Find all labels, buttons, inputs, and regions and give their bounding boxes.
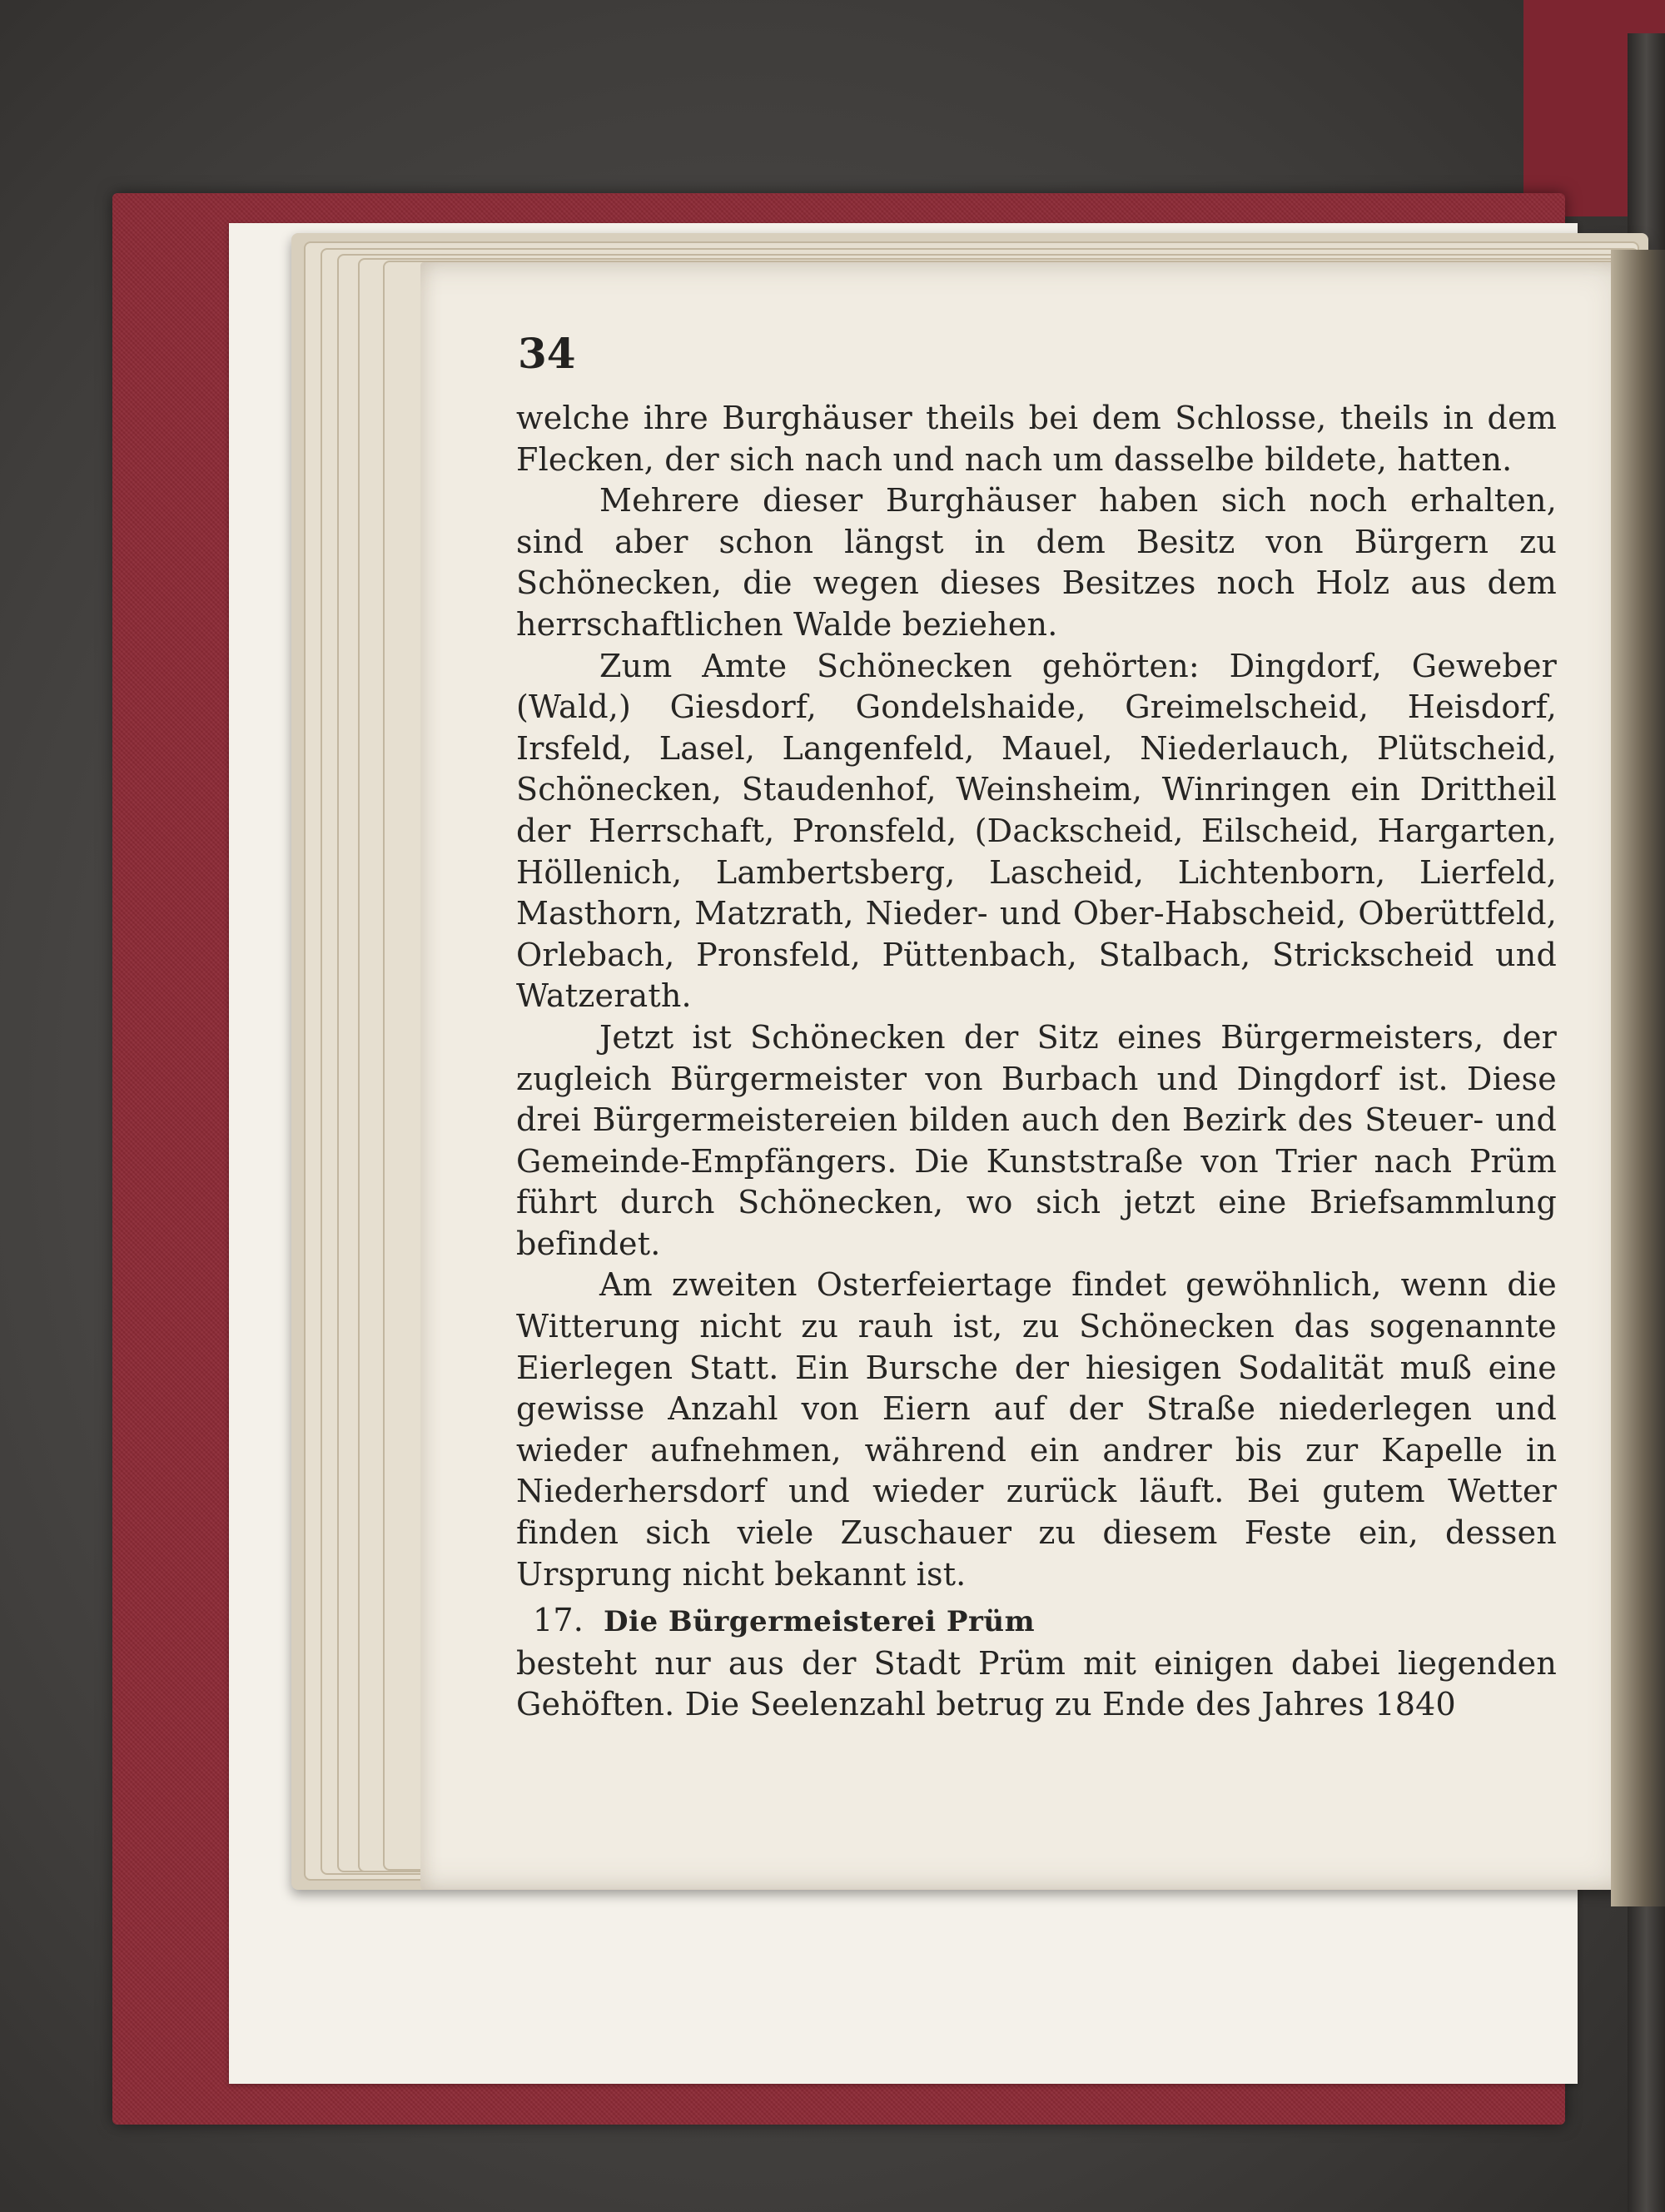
section-title: Die Bürgermeisterei Prüm [604, 1605, 1036, 1639]
page-text [516, 398, 1557, 1726]
section-heading [516, 1600, 1557, 1643]
paragraph: Mehrere dieser Burghäuser haben sich noch erhalten, sind aber schon längst in dem Besitz von Bürgern zu Schönecken, die wegen dieses Besitzes noch Holz aus dem herrschaftlichen Walde beziehen. [516, 482, 1557, 643]
paragraph: Zum Amte Schönecken gehörten: Dingdorf, Geweber (Wald,) Giesdorf, Gondelshaide, Greimelscheid, Heisdorf, Irsfeld, Lasel, Langenfeld, Mauel, Niederlauch, Plütscheid, Schönecken, Staudenhof, Weinsheim, Winringen ein Drittheil der Herrschaft, Pronsfeld, (Dackscheid, Eilscheid, Hargarten, Höllenich, Lambertsberg, Lascheid, Lichtenborn, Lierfeld, Masthorn, Matzrath, Nieder- und Ober-Habscheid, Oberüttfeld, Orlebach, Pronsfeld, Püttenbach, Stalbach, Strickscheid und Watzerath. [516, 647, 1557, 1015]
page-number: 34 [518, 329, 576, 378]
page-gutter [1611, 250, 1665, 1906]
paragraph: Am zweiten Osterfeiertage findet gewöhnlich, wenn die Witterung nicht zu rauh ist, zu Schönecken das sogenannte Eierlegen Statt. Ein Bursche der hiesigen Sodalität muß eine gewisse Anzahl von Eiern auf der Straße niederlegen und wieder aufnehmen, während ein andrer bis zur Kapelle in Niederhersdorf und wieder zurück läuft. Bei gutem Wetter finden sich viele Zuschauer zu diesem Feste ein, dessen Ursprung nicht bekannt ist. [516, 1266, 1557, 1593]
section-number: 17. [533, 1602, 584, 1639]
paragraph: Jetzt ist Schönecken der Sitz eines Bürgermeisters, der zugleich Bürgermeister von Burbach und Dingdorf ist. Diese drei Bürgermeistereien bilden auch den Bezirk des Steuer- und Gemeinde-Empfängers. Die Kunststraße von Trier nach Prüm führt durch Schönecken, wo sich jetzt eine Briefsammlung befindet. [516, 1018, 1557, 1262]
paragraph: besteht nur aus der Stadt Prüm mit einigen dabei liegenden Gehöften. Die Seelenzahl betrug zu Ende des Jahres 1840 [516, 1644, 1557, 1723]
paragraph: welche ihre Burghäuser theils bei dem Schlosse, theils in dem Flecken, der sich nach und nach um dasselbe bildete, hatten. [516, 400, 1557, 478]
